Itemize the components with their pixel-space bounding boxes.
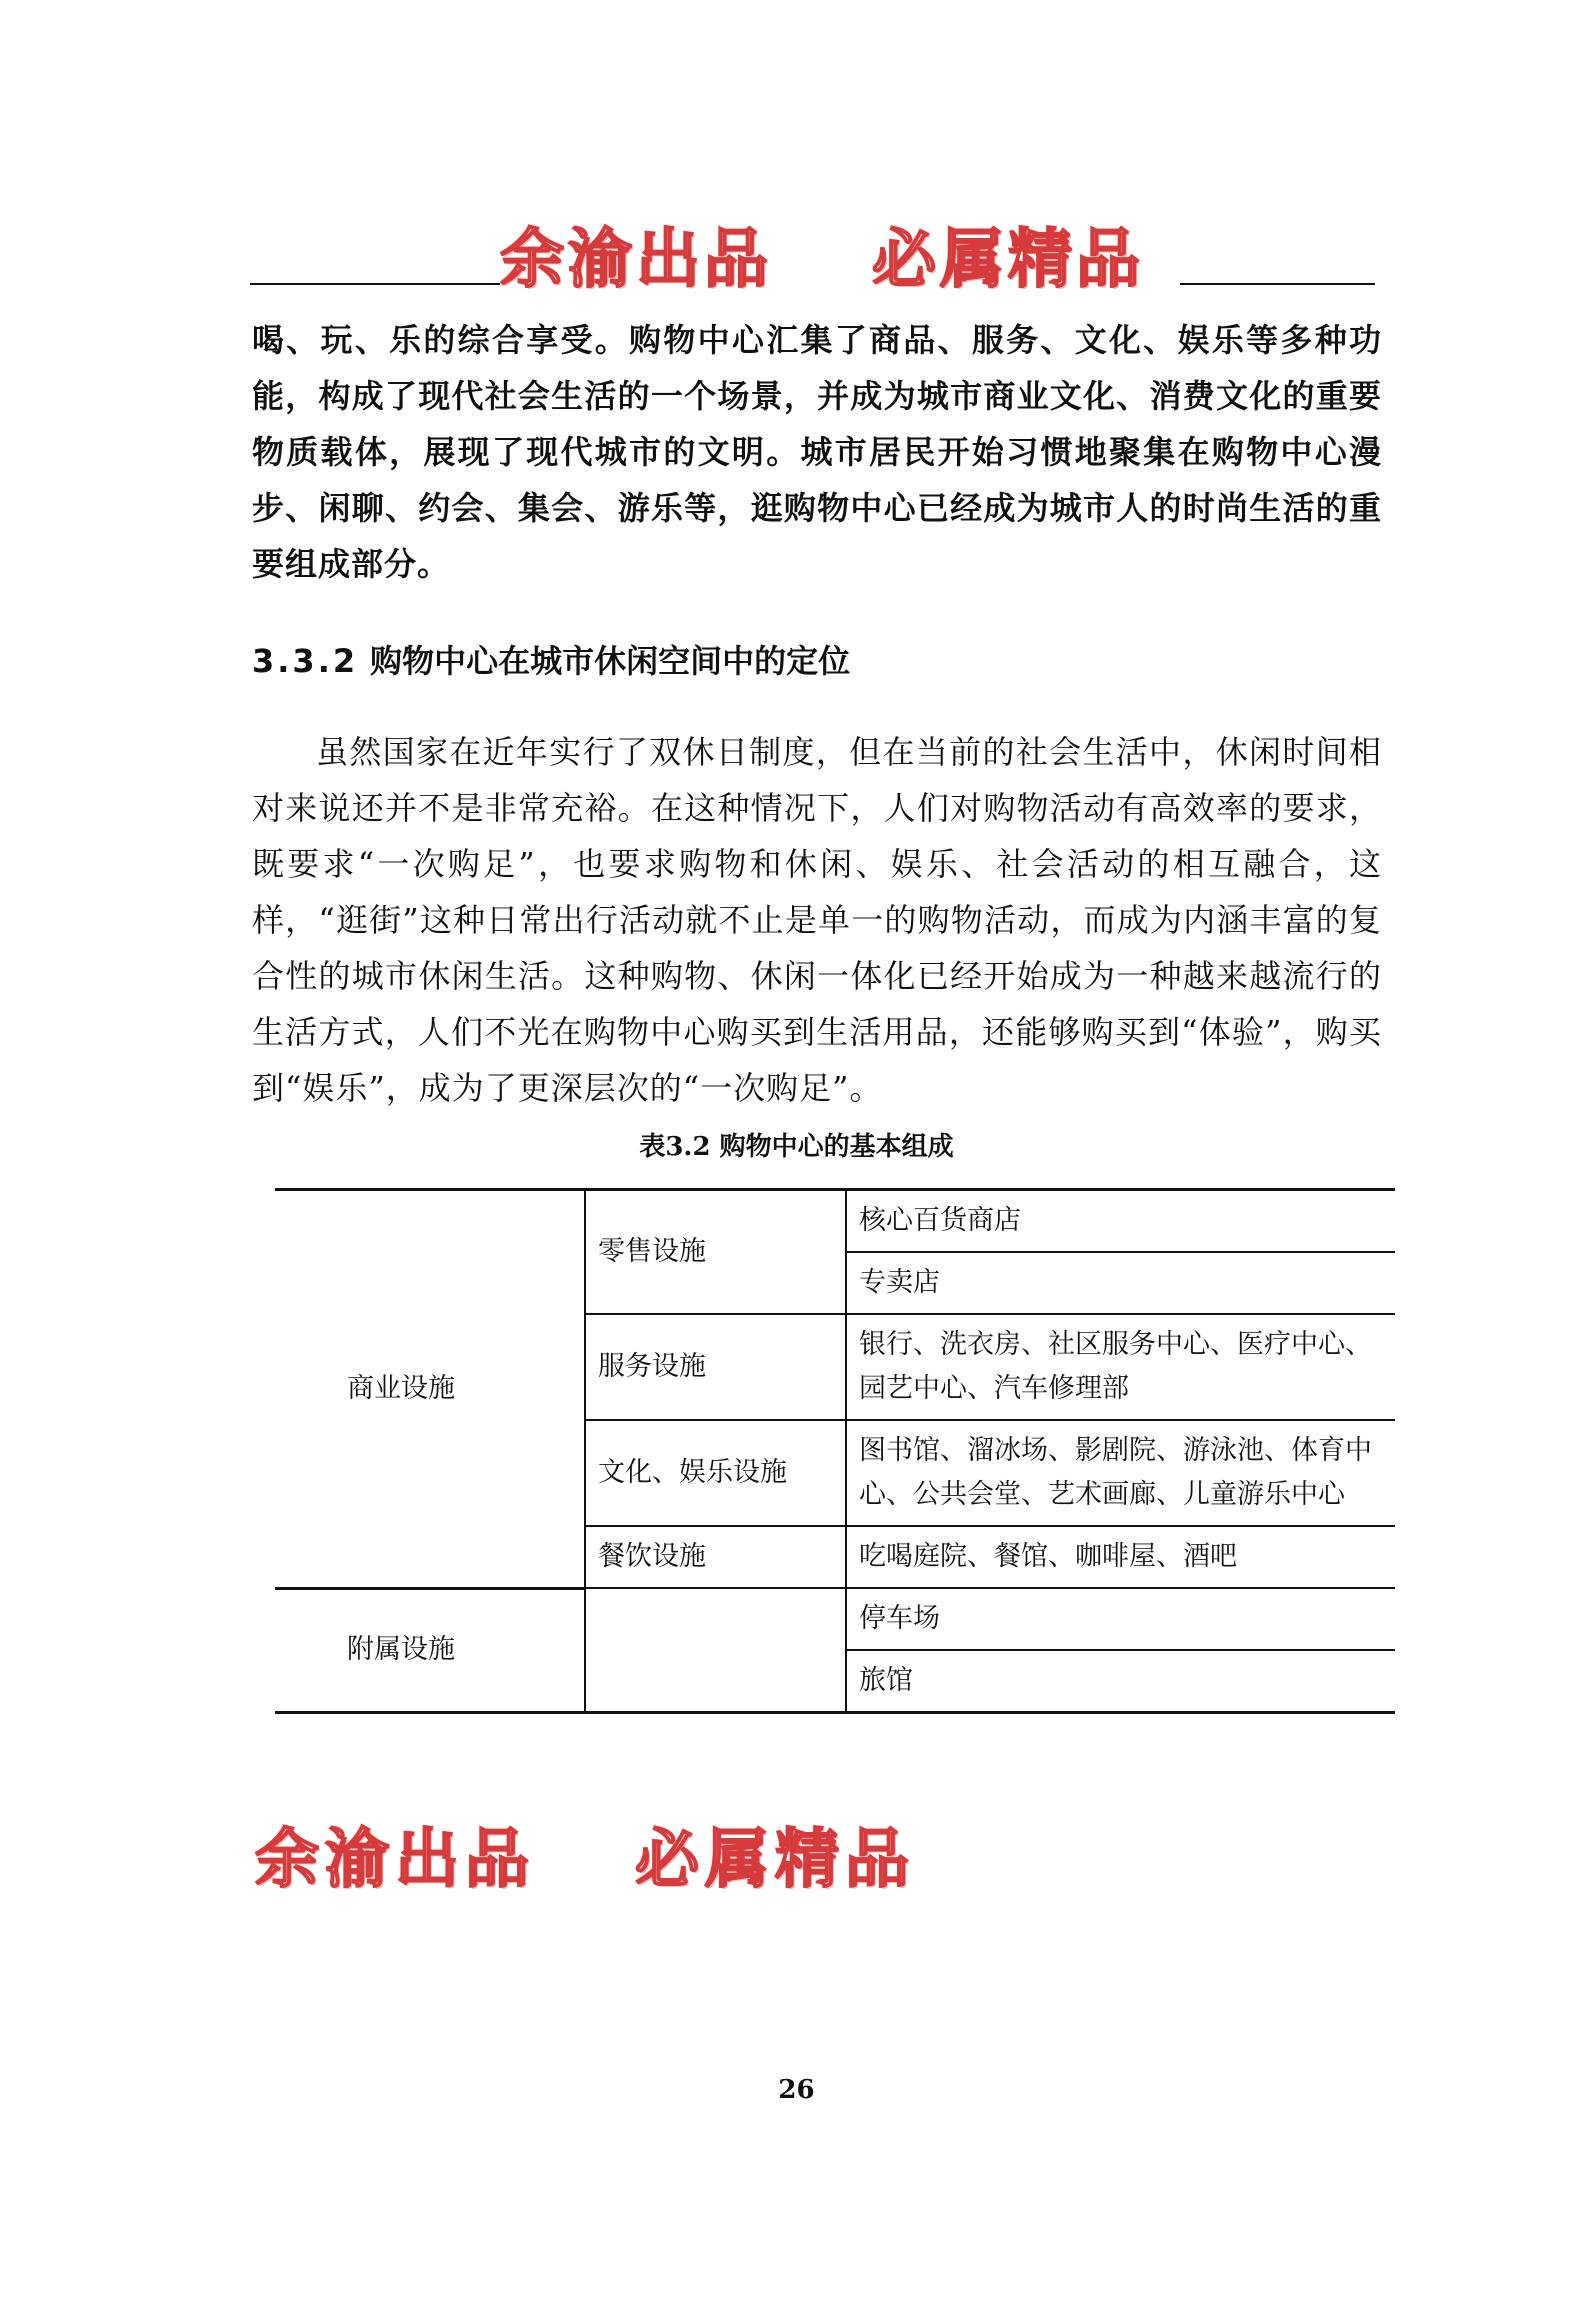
watermark-bottom-left: 余渝出品 (255, 1823, 535, 1897)
table-row (275, 1588, 1395, 1650)
watermark-bottom (255, 1808, 915, 1900)
item-cell: 图书馆、溜冰场、影剧院、游泳池、体育中心、公共会堂、艺术画廊、儿童游乐中心 (846, 1420, 1395, 1526)
subcategory-cell: 文化、娱乐设施 (585, 1420, 846, 1526)
watermark-top-right: 必属精品 (872, 223, 1144, 297)
item-cell: 旅馆 (846, 1650, 1395, 1713)
item-cell: 专卖店 (846, 1252, 1395, 1314)
table-caption: 表3.2 购物中心的基本组成 (639, 1132, 954, 1162)
item-cell: 吃喝庭院、餐馆、咖啡屋、酒吧 (846, 1526, 1395, 1588)
page-number: 26 (778, 2075, 815, 2105)
item-cell: 核心百货商店 (846, 1190, 1395, 1253)
item-cell: 银行、洗衣房、社区服务中心、医疗中心、园艺中心、汽车修理部 (846, 1314, 1395, 1420)
table-row (275, 1190, 1395, 1253)
header-rule-right (1180, 283, 1375, 285)
subcategory-cell (585, 1588, 846, 1713)
watermark-top (500, 208, 1144, 300)
watermark-bottom-right: 必属精品 (635, 1823, 915, 1897)
section-heading (252, 636, 850, 682)
facility-table (275, 1188, 1395, 1714)
subcategory-cell: 零售设施 (585, 1190, 846, 1315)
category-cell: 附属设施 (275, 1588, 585, 1713)
section-title: 购物中心在城市休闲空间中的定位 (370, 642, 851, 680)
body-paragraph-1: 喝、玩、乐的综合享受。购物中心汇集了商品、服务、文化、娱乐等多种功能，构成了现代社会生活的一个场景，并成为城市商业文化、消费文化的重要物质载体，展现了现代城市的文明。城市居民开始习惯地聚集在购物中心漫步、闲聊、约会、集会、游乐等，逛购物中心已经成为城市人的时尚生活的重要组成部分。 (252, 321, 1382, 583)
category-cell: 商业设施 (275, 1190, 585, 1589)
header-rule-left (250, 283, 500, 285)
subcategory-cell: 服务设施 (585, 1314, 846, 1420)
subcategory-cell: 餐饮设施 (585, 1526, 846, 1588)
body-paragraph-2: 虽然国家在近年实行了双休日制度，但在当前的社会生活中，休闲时间相对来说还并不是非常充裕。在这种情况下，人们对购物活动有高效率的要求，既要求“一次购足”，也要求购物和休闲、娱乐、社会活动的相互融合，这样，“逛街”这种日常出行活动就不止是单一的购物活动，而成为内涵丰富的复合性的城市休闲生活。这种购物、休闲一体化已经开始成为一种越来越流行的生活方式，人们不光在购物中心购买到生活用品，还能够购买到“体验”，购买到“娱乐”，成为了更深层次的“一次购足”。 (252, 733, 1382, 1107)
watermark-top-left: 余渝出品 (500, 223, 772, 297)
item-cell: 停车场 (846, 1588, 1395, 1650)
section-number: 3.3.2 (252, 642, 359, 680)
